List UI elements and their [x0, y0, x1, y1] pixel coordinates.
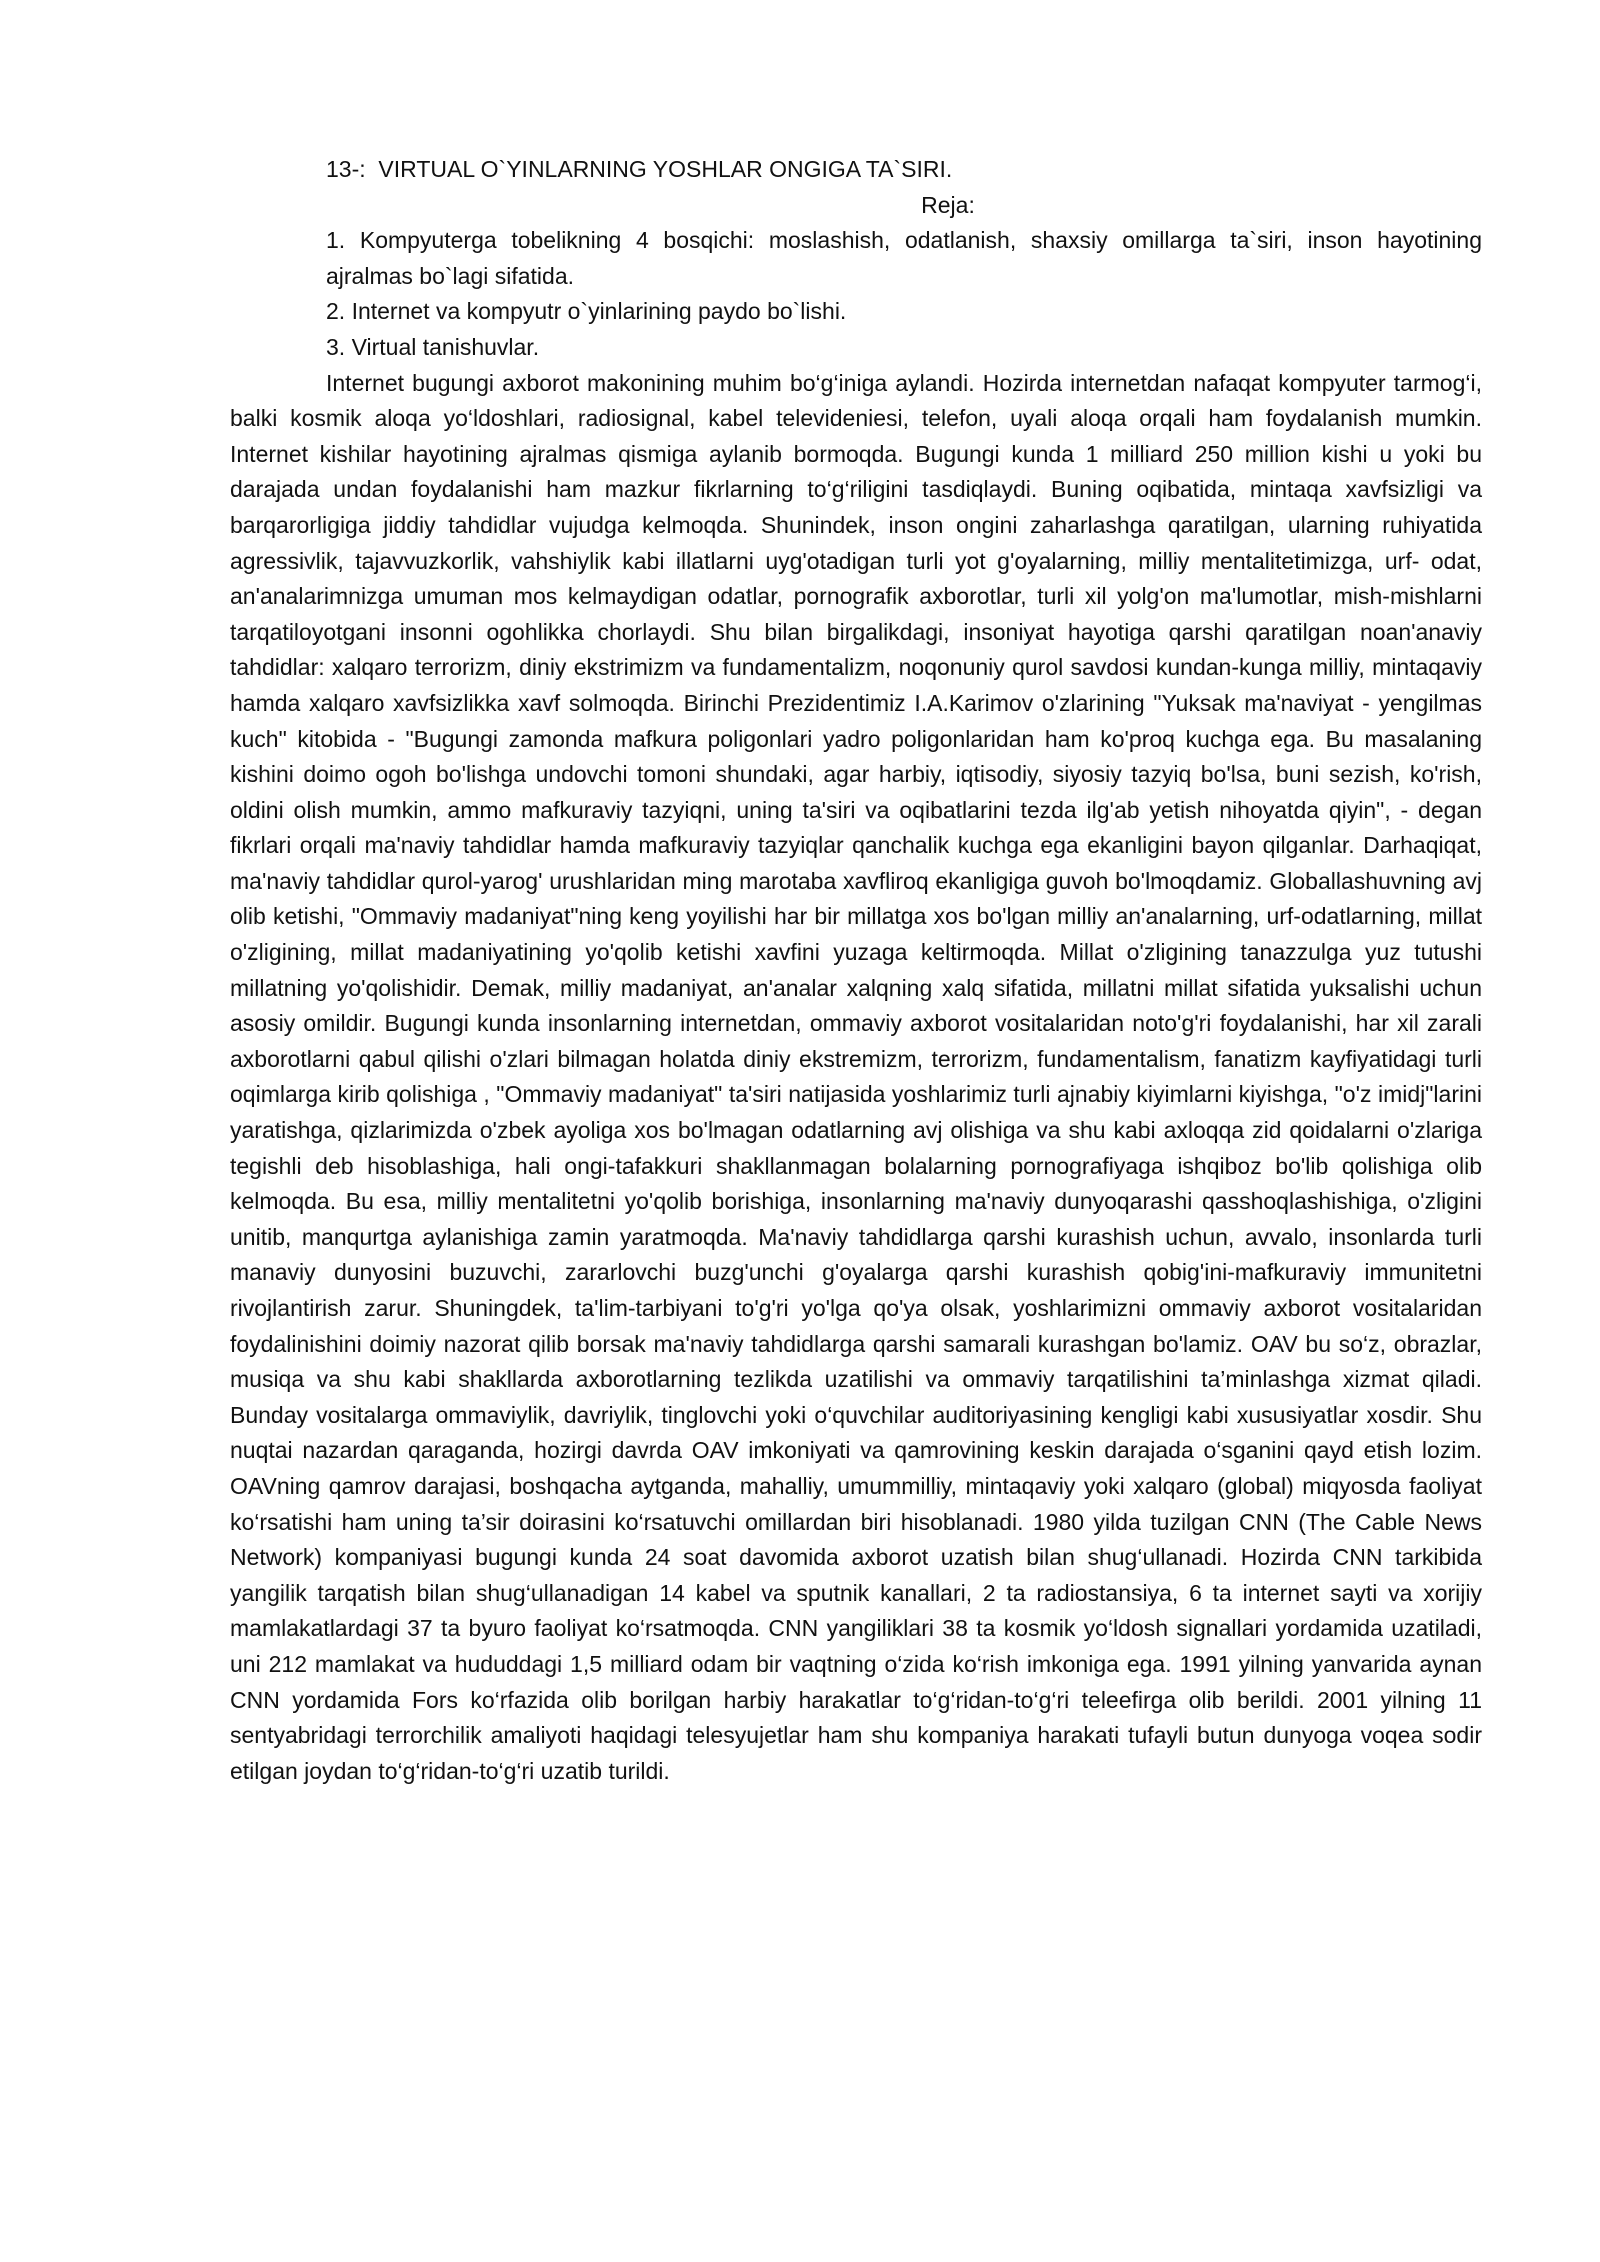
- plan-item: 1. Kompyuterga tobelikning 4 bosqichi: moslashish, odatlanish, shaxsiy omillarga ta`siri, inson hayotining ajralmas bo`lagi sifatida.: [326, 227, 1482, 289]
- document-page: [230, 152, 1482, 1789]
- plan-heading: Reja:: [921, 191, 975, 218]
- document-title: 13-: VIRTUAL O`YINLARNING YOSHLAR ONGIGA TA`SIRI.: [326, 156, 953, 182]
- body-paragraph: Internet bugungi axborot makonining muhim bo‘g‘iniga aylandi. Hozirda internetdan nafaqat kompyuter tarmog‘i, balki kosmik aloqa yo‘ldoshlari, radiosignal, kabel televideniesi, telefon, uyali aloqa orqali ham foydalanish mumkin. Internet kishilar hayotining ajralmas qismiga aylanib bormoqda. Bugungi kunda 1 milliard 250 million kishi u yoki bu darajada undan foydalanishi ham mazkur fikrlarning to‘g‘riligini tasdiqlaydi. Buning oqibatida, mintaqa xavfsizligi va barqarorligiga jiddiy tahdidlar vujudga kelmoqda. Shunindek, inson ongini zaharlashga qaratilgan, ularning ruhiyatida agressivlik, tajavvuzkorlik, vahshiylik kabi illatlarni uyg'otadigan turli yot g'oyalarning, milliy mentalitetimizga, urf- odat, an'analarimnizga umuman mos kelmaydigan odatlar, pornografik axborotlar, turli xil yolg'on ma'lumotlar, mish-mishlarni tarqatiloyotgani insonni ogohlikka chorlaydi. Shu bilan birgalikdagi, insoniyat hayotiga qarshi qaratilgan noan'anaviy tahdidlar: xalqaro terrorizm, diniy ekstrimizm va fundamentalizm, noqonuniy qurol savdosi kundan-kunga milliy, mintaqaviy hamda xalqaro xavfsizlikka xavf solmoqda. Birinchi Prezidentimiz I.A.Karimov o'zlarining "Yuksak ma'naviyat - yengilmas kuch" kitobida - "Bugungi zamonda mafkura poligonlari yadro poligonlaridan ham ko'proq kuchga ega. Bu masalaning kishini doimo ogoh bo'lishga undovchi tomoni shundaki, agar harbiy, iqtisodiy, siyosiy tazyiq bo'lsa, buni sezish, ko'rish, oldini olish mumkin, ammo mafkuraviy tazyiqni, uning ta'siri va oqibatlarini tezda ilg'ab yetish nihoyatda qiyin", - degan fikrlari orqali ma'naviy tahdidlar hamda mafkuraviy tazyiqlar qanchalik kuchga ega ekanligini bayon qilganlar. Darhaqiqat, ma'naviy tahdidlar qurol-yarog' urushlaridan ming marotaba xavfliroq ekanligiga guvoh bo'lmoqdamiz. Globallashuvning avj olib ketishi, "Ommaviy madaniyat"ning keng yoyilishi har bir millatga xos bo'lgan milliy an'analarning, urf-odatlarning, millat o'zligining, millat madaniyatining yo'qolib ketishi xavfini yuzaga keltirmoqda. Millat o'zligining tanazzulga yuz tutushi millatning yo'qolishidir. Demak, milliy madaniyat, an'analar xalqning xalq sifatida, millatni millat sifatida yuksalishi uchun asosiy omildir. Bugungi kunda insonlarning internetdan, ommaviy axborot vositalaridan noto'g'ri foydalanishi, har xil zarali axborotlarni qabul qilishi o'zlari bilmagan holatda diniy ekstremizm, terrorizm, fundamentalism, fanatizm kayfiyatidagi turli oqimlarga kirib qolishiga , "Ommaviy madaniyat" ta'siri natijasida yoshlarimiz turli ajnabiy kiyimlarni kiyishga, "o'z imidj"larini yaratishga, qizlarimizda o'zbek ayoliga xos bo'lmagan odatlarning avj olishiga va shu kabi axloqqa zid qoidalarni o'zlariga tegishli deb hisoblashiga, hali ongi-tafakkuri shakllanmagan bolalarning pornografiyaga ishqiboz bo'lib qolishiga olib kelmoqda. Bu esa, milliy mentalitetni yo'qolib borishiga, insonlarning ma'naviy dunyoqarashi qasshoqlashishiga, o'zligini unitib, manqurtga aylanishiga zamin yaratmoqda. Ma'naviy tahdidlarga qarshi kurashish uchun, avvalo, insonlarda turli manaviy dunyosini buzuvchi, zararlovchi buzg'unchi g'oyalarga qarshi kurashish qobig'ini-mafkuraviy immunitetni rivojlantirish zarur. Shuningdek, ta'lim-tarbiyani to'g'ri yo'lga qo'ya olsak, yoshlarimizni ommaviy axborot vositalaridan foydalinishini doimiy nazorat qilib borsak ma'naviy tahdidlarga qarshi samarali kurashgan bo'lamiz. OAV bu so‘z, obrazlar, musiqa va shu kabi shakllarda axborotlarning tezlikda uzatilishi va ommaviy tarqatilishini ta’minlashga xizmat qiladi. Bunday vositalarga ommaviylik, davriylik, tinglovchi yoki o‘quvchilar auditoriyasining kengligi kabi xususiyatlar xosdir. Shu nuqtai nazardan qaraganda, hozirgi davrda OAV imkoniyati va qamrovining keskin darajada o‘sganini qayd etish lozim. OAVning qamrov darajasi, boshqacha aytganda, mahalliy, umummilliy, mintaqaviy yoki xalqaro (global) miqyosda faoliyat ko‘rsatishi ham uning ta’sir doirasini ko‘rsatuvchi omillardan biri hisoblanadi. 1980 yilda tuzilgan CNN (The Cable News Network) kompaniyasi bugungi kunda 24 soat davomida axborot uzatish bilan shug‘ullanadi. Hozirda CNN tarkibida yangilik tarqatish bilan shug‘ullanadigan 14 kabel va sputnik kanallari, 2 ta radiostansiya, 6 ta internet sayti va xorijiy mamlakatlardagi 37 ta byuro faoliyat ko‘rsatmoqda. CNN yangiliklari 38 ta kosmik yo‘ldosh signallari yordamida uzatiladi, uni 212 mamlakat va hududdagi 1,5 milliard odam bir vaqtning o‘zida ko‘rish imkoniga ega. 1991 yilning yanvarida aynan CNN yordamida Fors ko‘rfazida olib borilgan harbiy harakatlar to‘g‘ridan-to‘g‘ri teleefirga olib berildi. 2001 yilning 11 sentyabridagi terrorchilik amaliyoti haqidagi telesyujetlar ham shu kompaniya harakati tufayli butun dunyoga voqea sodir etilgan joydan to‘g‘ridan-to‘g‘ri uzatib turildi.: [230, 369, 1482, 1784]
- plan-item: 2. Internet va kompyutr o`yinlarining paydo bo`lishi.: [326, 298, 847, 325]
- plan-item: 3. Virtual tanishuvlar.: [326, 333, 540, 360]
